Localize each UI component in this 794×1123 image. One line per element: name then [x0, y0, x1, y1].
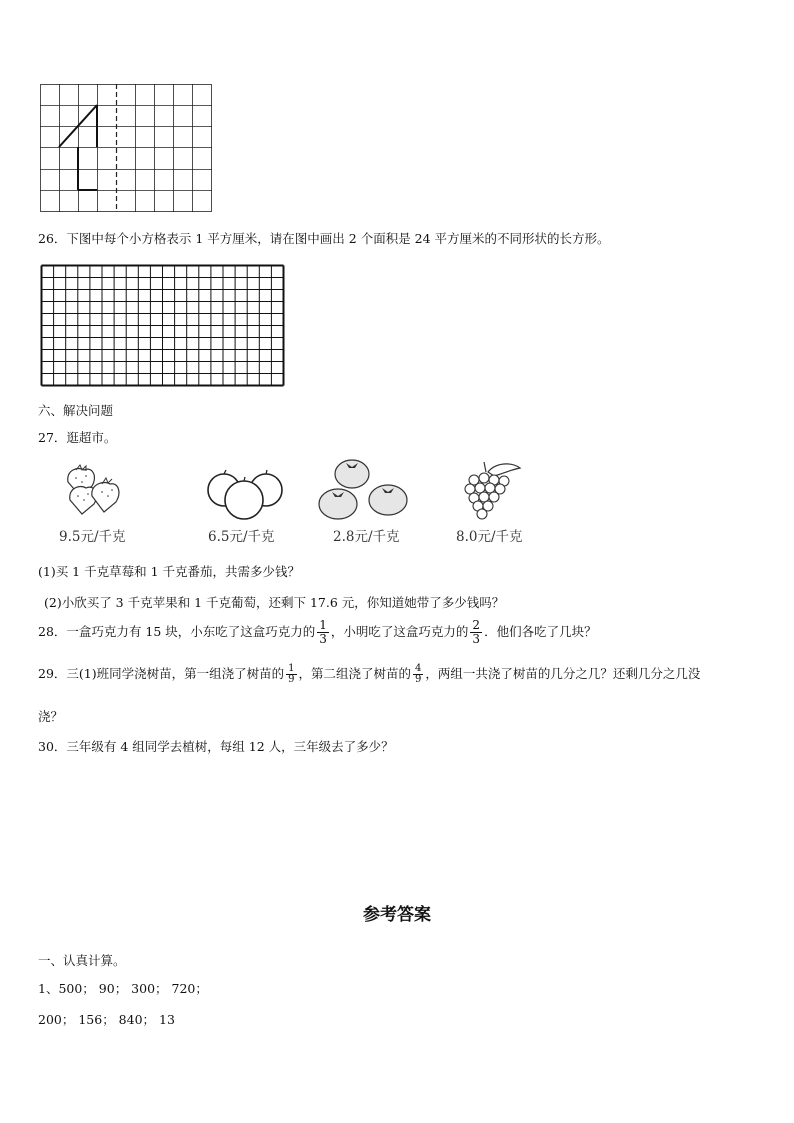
fraction-one-ninth: $\frac{1}{9}$ — [288, 663, 295, 685]
apple-icon — [206, 462, 286, 522]
q28-text-3: ．他们各吃了几块？ — [484, 624, 597, 639]
q28-text-2: ，小明吃了这盒巧克力的 — [330, 624, 469, 639]
grapes-icon — [462, 460, 524, 522]
fraction-four-ninths: $\frac{4}{9}$ — [415, 663, 422, 685]
price-apple: 6.5元/千克 — [208, 529, 275, 545]
fraction-one-third: $\frac{1}{3}$ — [319, 618, 327, 646]
question-30: 30．三年级有 4 组同学去植树，每组 12 人，三年级去了多少？ — [38, 739, 394, 754]
question-29-line2: 浇？ — [38, 709, 64, 724]
fraction-two-thirds: $\frac{2}{3}$ — [472, 618, 481, 646]
question-27-title: 27．逛超市。 — [38, 430, 117, 445]
q28-text-1: 28．一盒巧克力有 15 块，小东吃了这盒巧克力的 — [38, 624, 316, 639]
price-grapes: 8.0元/千克 — [456, 529, 523, 545]
q29-text-3: ，两组一共浇了树苗的几分之几？还剩几分之几没 — [425, 666, 701, 681]
question-27-sub1: (1)买 1 千克草莓和 1 千克番茄，共需多少钱？ — [38, 564, 301, 579]
answers-line-2: 200； 156； 840； 13 — [38, 1012, 175, 1027]
tomato-icon — [318, 456, 410, 524]
price-tomato: 2.8元/千克 — [333, 529, 400, 545]
question-26: 26．下图中每个小方格表示 1 平方厘米，请在图中画出 2 个面积是 24 平方厘米的不同形状的长方形。 — [38, 231, 610, 246]
area-grid — [40, 264, 286, 388]
q29-text-1: 29．三(1)班同学浇树苗，第一组浇了树苗的 — [38, 666, 285, 681]
question-29 — [38, 664, 700, 685]
answers-section-1: 一、认真计算。 — [38, 953, 126, 968]
symmetry-grid — [40, 84, 214, 214]
strawberry-icon — [62, 462, 126, 518]
question-27-sub2: (2)小欣买了 3 千克苹果和 1 千克葡萄，还剩下 17.6 元，你知道她带了多少钱吗？ — [44, 595, 505, 610]
answers-line-1: 1、500； 90； 300； 720； — [38, 981, 208, 996]
q29-text-2: ，第二组浇了树苗的 — [298, 666, 412, 681]
answers-heading: 参考答案 — [363, 905, 431, 925]
price-strawberry: 9.5元/千克 — [59, 529, 126, 545]
section-title-solve: 六、解决问题 — [38, 403, 114, 418]
question-28 — [38, 619, 597, 646]
